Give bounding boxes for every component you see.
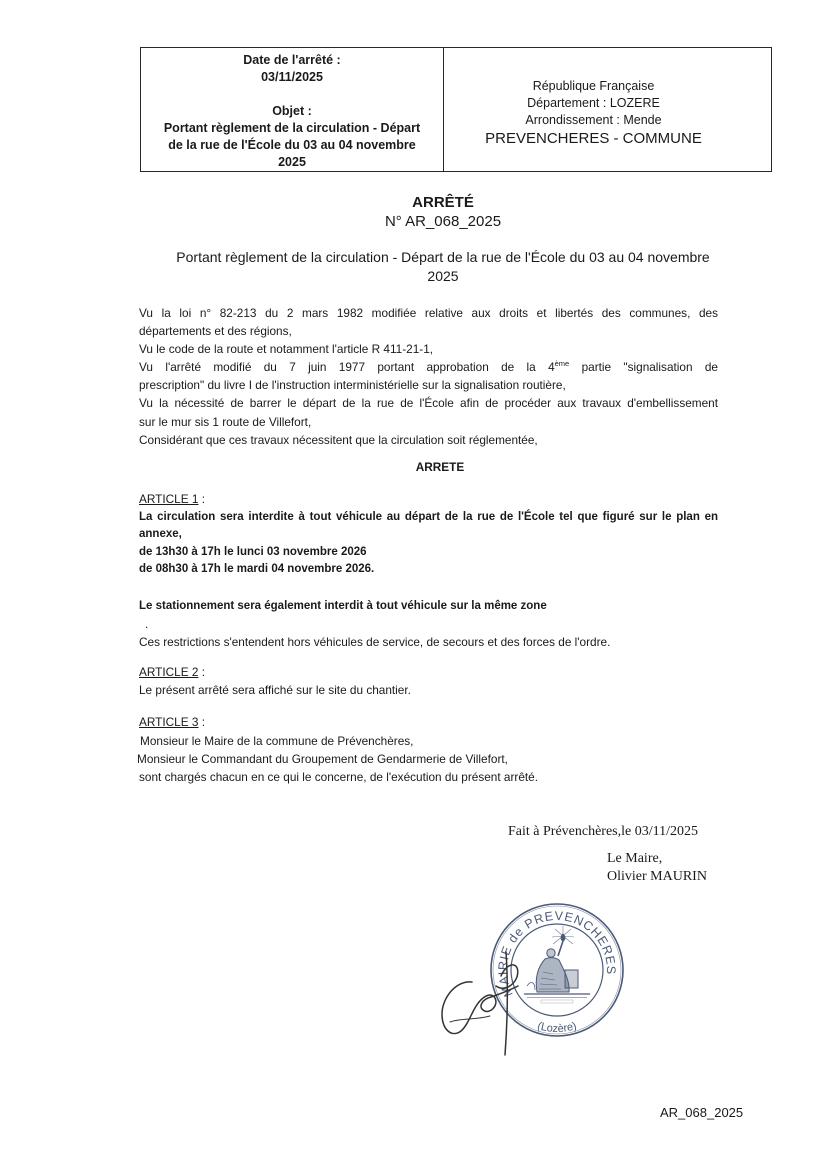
article-1-notes xyxy=(139,615,718,651)
visa-line: Vu le code de la route et notamment l'article R 411-21-1, xyxy=(139,342,434,357)
article-3 xyxy=(139,713,718,786)
header-spacer xyxy=(141,86,443,103)
signature-stroke xyxy=(442,982,479,1034)
visa-line: Vu la nécessité de barrer le départ de la rue de l'École afin de procéder aux travaux d'embellissement xyxy=(139,396,718,411)
visa-line xyxy=(139,358,718,376)
subject-line: 2025 xyxy=(427,268,459,284)
article-3-line: Monsieur le Commandant du Groupement de Gendarmerie de Villefort, xyxy=(137,752,508,766)
article-2-heading xyxy=(139,663,718,681)
measure-line: de 08h30 à 17h le mardi 04 novembre 2026. xyxy=(139,563,375,576)
measure-line: La circulation sera interdite à tout véhicule au départ de la rue de l'École tel que figuré sur le plan en xyxy=(139,511,718,523)
visas-section xyxy=(139,304,718,449)
departement-label: Département : LOZERE xyxy=(527,96,660,110)
decision-heading: ARRETE xyxy=(415,460,465,474)
commune-label: PREVENCHERES - COMMUNE xyxy=(485,130,702,147)
signatory-name: Olivier MAURIN xyxy=(607,869,707,884)
seal-text-top-path: MAIRIE de PREVENCHERES xyxy=(495,908,619,999)
torch-icon xyxy=(558,941,563,956)
document-number: N° AR_068_2025 xyxy=(384,213,502,230)
article-label: ARTICLE 3 xyxy=(139,715,199,729)
object-line: 2025 xyxy=(278,155,306,169)
article-3-line: sont chargés chacun en ce qui le concerne, de l'exécution du présent arrêté. xyxy=(139,770,539,784)
place-and-date: Fait à Prévenchères,le 03/11/2025 xyxy=(508,824,698,839)
exceptions-line: Ces restrictions s'entendent hors véhicules de service, de secours et des forces de l'ordre. xyxy=(139,635,611,649)
header-date-object-cell xyxy=(141,48,444,171)
footer-reference: AR_068_2025 xyxy=(660,1105,744,1120)
article-1-measures xyxy=(139,509,718,579)
article-colon: : xyxy=(198,665,206,679)
visa-text: Vu l'arrêté modifié du 7 juin 1977 portant approbation de la 4 xyxy=(139,360,555,375)
date-value: 03/11/2025 xyxy=(261,70,323,84)
object-line: de la rue de l'École du 03 au 04 novembre xyxy=(168,138,416,152)
visa-line: prescription" du livre I de l'instruction interministérielle sur la signalisation routière, xyxy=(139,378,566,393)
article-1 xyxy=(139,490,718,508)
marianne-figure-icon xyxy=(524,926,590,1003)
mayor-signature xyxy=(442,952,518,1055)
arrondissement-label: Arrondissement : Mende xyxy=(525,113,662,127)
header-box xyxy=(140,47,772,172)
object-label: Objet : xyxy=(272,104,312,118)
article-colon: : xyxy=(198,715,206,729)
article-2-text: Le présent arrêté sera affiché sur le site du chantier. xyxy=(139,683,411,697)
figure-body-icon xyxy=(536,958,569,992)
seal-and-signature xyxy=(420,890,635,1070)
article-2 xyxy=(139,663,718,699)
figure-head-icon xyxy=(547,949,555,957)
parking-ban xyxy=(139,597,718,615)
stray-dot: . xyxy=(145,617,149,631)
tablet-icon xyxy=(565,970,578,988)
parking-line: Le stationnement sera également interdit à tout véhicule sur la même zone xyxy=(139,600,547,612)
article-label: ARTICLE 2 xyxy=(139,665,199,679)
header-administration-cell xyxy=(444,48,771,171)
ordinal-superscript: ème xyxy=(554,359,570,369)
mayor-seal xyxy=(491,904,623,1036)
article-3-heading xyxy=(139,713,718,732)
visa-line: Considérant que ces travaux nécessitent que la circulation soit réglementée, xyxy=(139,432,538,447)
measure-line: annexe, xyxy=(139,528,182,541)
article-1-heading xyxy=(139,490,718,508)
signatory-role: Le Maire, xyxy=(607,851,663,866)
visa-line: Vu la loi n° 82-213 du 2 mars 1982 modifiée relative aux droits et libertés des communes, des xyxy=(139,306,718,320)
cornucopia-icon xyxy=(527,983,535,990)
visa-text: partie "signalisation de xyxy=(569,360,718,375)
seal-text-bottom-path: (Lozère) xyxy=(535,1020,579,1036)
seal-small-band xyxy=(541,1000,573,1003)
article-colon: : xyxy=(198,492,206,506)
article-3-line: Monsieur le Maire de la commune de Prévenchères, xyxy=(140,734,414,748)
republique-label: République Française xyxy=(532,79,655,93)
object-line: Portant règlement de la circulation - Départ xyxy=(163,121,421,135)
date-label: Date de l'arrêté : xyxy=(243,53,341,67)
measure-line: de 13h30 à 17h le lunci 03 novembre 2026 xyxy=(139,545,367,558)
subject-line: Portant règlement de la circulation - Départ de la rue de l'École du 03 au 04 novembre xyxy=(176,249,710,265)
document-subject xyxy=(140,248,746,286)
torch-flame-icon xyxy=(561,934,565,941)
article-label: ARTICLE 1 xyxy=(139,492,199,506)
visa-line: sur le mur sis 1 route de Villefort, xyxy=(139,414,312,429)
document-title: ARRÊTÉ xyxy=(412,194,474,211)
seal-text-bottom xyxy=(536,1020,578,1035)
visa-line: départements et des régions, xyxy=(139,324,292,339)
